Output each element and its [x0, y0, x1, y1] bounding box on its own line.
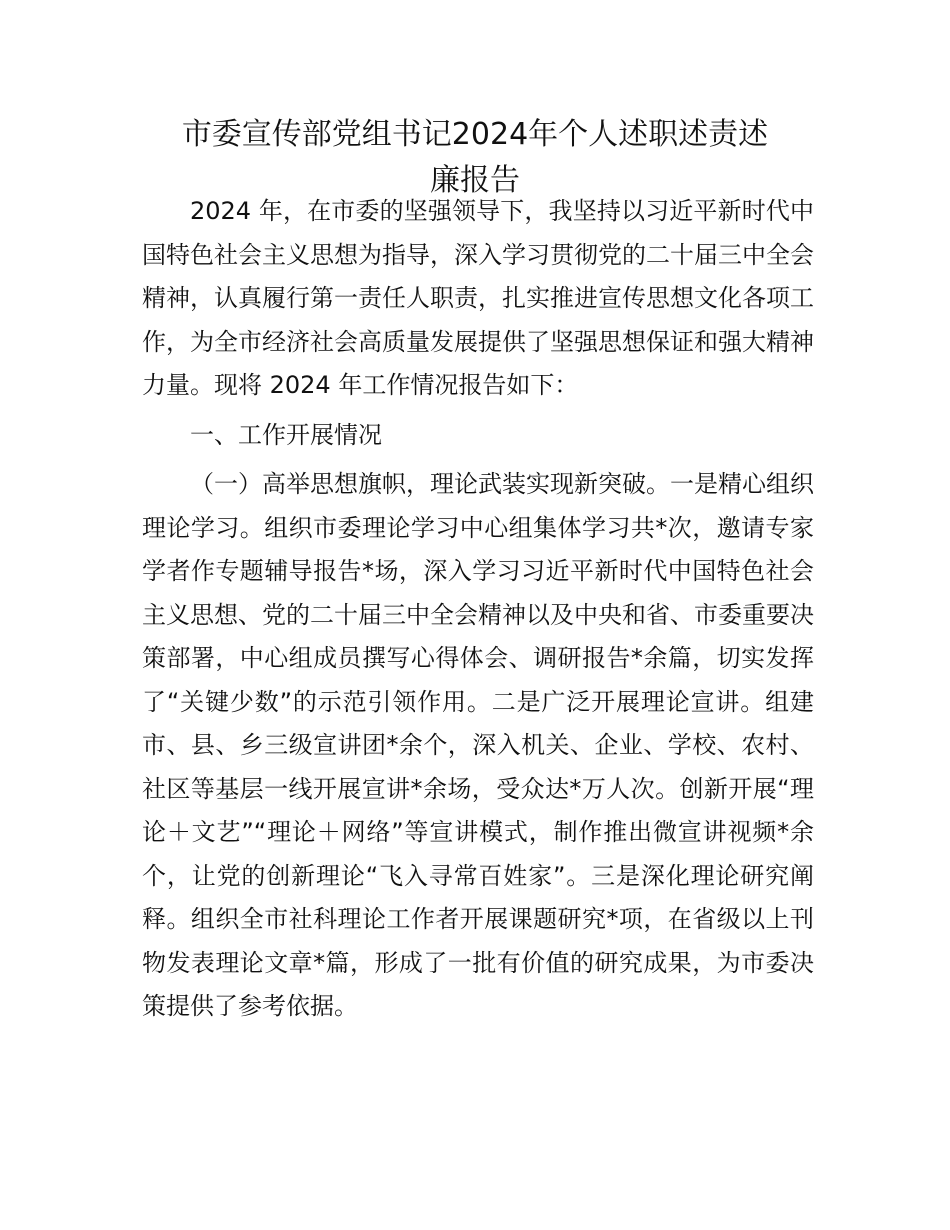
title-line-2: 廉报告	[430, 163, 520, 198]
section-paragraph: （一）高举思想旗帜，理论武装实现新突破。一是精心组织理论学习。组织市委理论学习中心组集体学习共*次，邀请专家学者作专题辅导报告*场，深入学习习近平新时代中国特色社会主义思想、党的二十届三中全会精神以及中央和省、市委重要决策部署，中心组成员撰写心得体会、调研报告*余篇，切实发挥了“关键少数”的示范引领作用。二是广泛开展理论宣讲。组建市、县、乡三级宣讲团*余个，深入机关、企业、学校、农村、社区等基层一线开展宣讲*余场，受众达*万人次。创新开展“理论＋文艺”“理论＋网络”等宣讲模式，制作推出微宣讲视频*余个，让党的创新理论“飞入寻常百姓家”。三是深化理论研究阐释。组织全市社科理论工作者开展课题研究*项，在省级以上刊物发表理论文章*篇，形成了一批有价值的研究成果，为市委决策提供了参考依据。	[142, 470, 814, 1020]
section-heading: 一、工作开展情况	[190, 420, 382, 449]
intro-paragraph: 2024 年，在市委的坚强领导下，我坚持以习近平新时代中国特色社会主义思想为指导，深入学习贯彻党的二十届三中全会精神，认真履行第一责任人职责，扎实推进宣传思想文化各项工作，为全市经济社会高质量发展提供了坚强思想保证和强大精神力量。现将 2024 年工作情况报告如下：	[142, 197, 814, 399]
title-line-1: 市委宣传部党组书记2024年个人述职述责述	[181, 117, 769, 152]
document-body	[142, 190, 814, 1029]
